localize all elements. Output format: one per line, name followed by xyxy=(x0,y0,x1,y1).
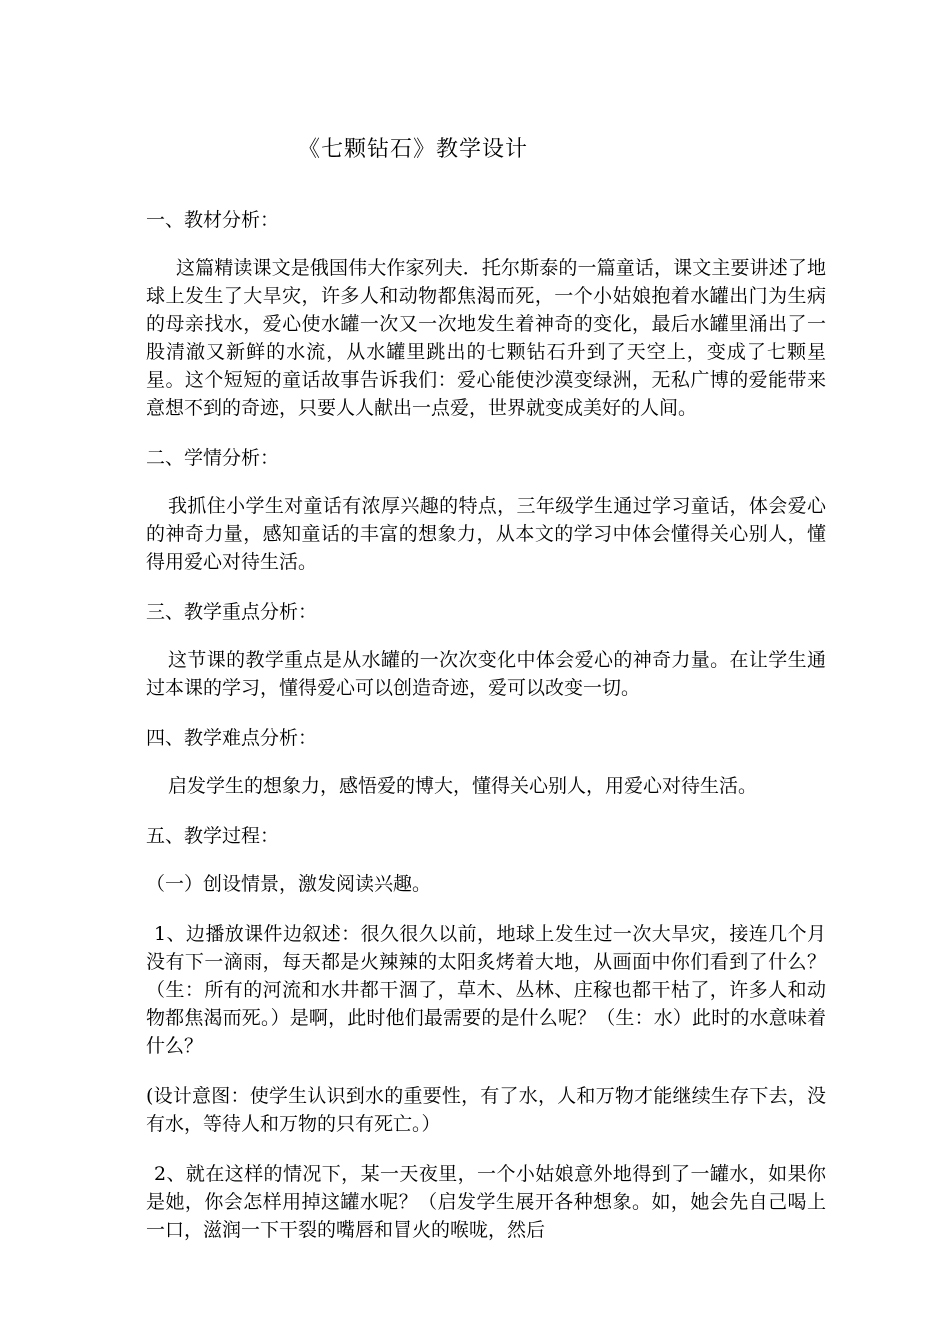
paragraph-learner-analysis: 我抓住小学生对童话有浓厚兴趣的特点，三年级学生通过学习童话，体会爱心的神奇力量，感知童话的丰富的想象力，从本文的学习中体会懂得关心别人，懂得用爱心对待生活。 xyxy=(146,495,826,573)
sub-heading-create-scene: （一）创设情景，激发阅读兴趣。 xyxy=(146,873,432,895)
paragraph-textbook-analysis: 这篇精读课文是俄国伟大作家列夫．托尔斯泰的一篇童话，课文主要讲述了地球上发生了大旱灾，许多人和动物都焦渴而死，一个小姑娘抱着水罐出门为生病的母亲找水，爱心使水罐一次又一次地发生着神奇的变化，最后水罐里涌出了一股清澈又新鲜的水流，从水罐里跳出的七颗钻石升到了天空上，变成了七颗星星。这个短短的童话故事告诉我们：爱心能使沙漠变绿洲，无私广博的爱能带来意想不到的奇迹，只要人人献出一点爱，世界就变成美好的人间。 xyxy=(146,257,826,419)
section-heading-textbook-analysis: 一、教材分析： xyxy=(146,209,280,231)
section-heading-key-points: 三、教学重点分析： xyxy=(146,601,318,623)
section-heading-difficult-points: 四、教学难点分析： xyxy=(146,727,318,749)
document-content xyxy=(146,134,826,1266)
document-title: 《七颗钻石》教学设计 xyxy=(298,137,529,162)
section-heading-learner-analysis: 二、学情分析： xyxy=(146,447,280,469)
section-heading-teaching-process: 五、教学过程： xyxy=(146,825,280,847)
paragraph-difficult-points: 启发学生的想象力，感悟爱的博大，懂得关心别人，用爱心对待生活。 xyxy=(168,775,758,797)
paragraph-key-points: 这节课的教学重点是从水罐的一次次变化中体会爱心的神奇力量。在让学生通过本课的学习，懂得爱心可以创造奇迹，爱可以改变一切。 xyxy=(146,649,826,699)
paragraph-step-1: 1、边播放课件边叙述：很久很久以前，地球上发生过一次大旱灾，接连几个月没有下一滴雨，每天都是火辣辣的太阳炙烤着大地，从画面中你们看到了什么？（生：所有的河流和水井都干涸了，草木、丛林、庄稼也都干枯了，许多人和动物都焦渴而死。）是啊，此时他们最需要的是什么呢？（生：水）此时的水意味着什么？ xyxy=(146,923,826,1057)
paragraph-design-note: (设计意图：使学生认识到水的重要性，有了水，人和万物才能继续生存下去，没有水，等待人和万物的只有死亡。） xyxy=(146,1085,826,1135)
paragraph-step-2: 2、就在这样的情况下，某一天夜里，一个小姑娘意外地得到了一罐水，如果你是她，你会怎样用掉这罐水呢？（启发学生展开各种想象。如，她会先自己喝上一口，滋润一下干裂的嘴唇和冒火的喉咙，然后 xyxy=(146,1163,826,1241)
